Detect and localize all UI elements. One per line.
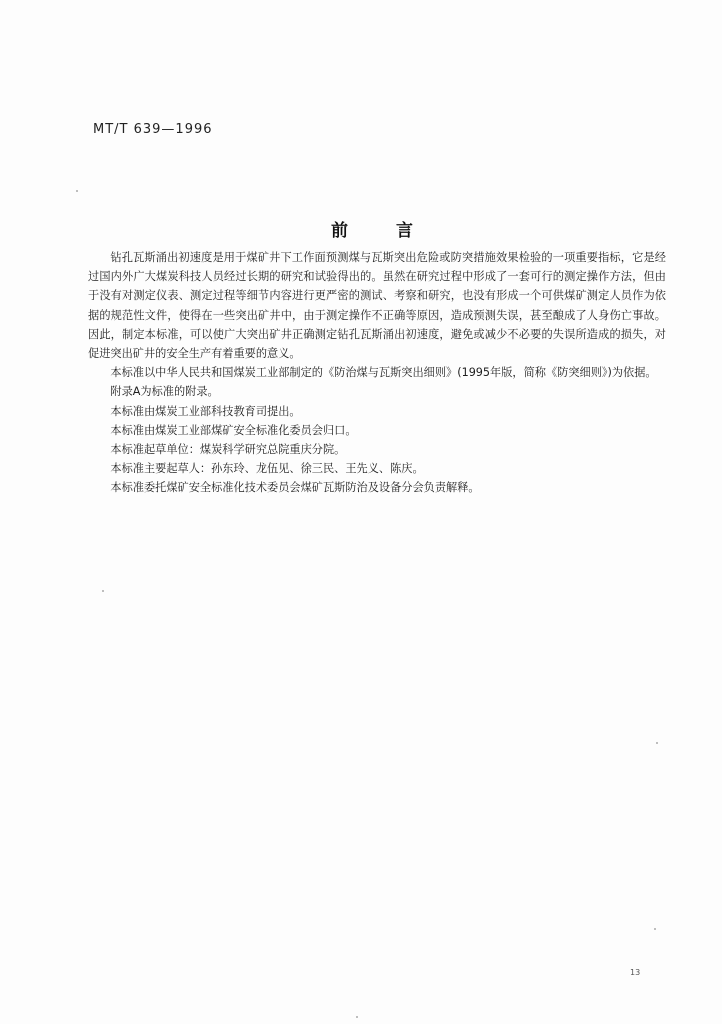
- scan-speck: [654, 928, 656, 930]
- title-char-1: 前: [331, 221, 348, 241]
- page-number: 13: [630, 968, 641, 977]
- paragraph-proposed-by: 本标准由煤炭工业部科技教育司提出。: [110, 404, 301, 418]
- body-text: [88, 248, 666, 498]
- scan-speck: [102, 590, 104, 592]
- paragraph-drafters: 本标准主要起草人：孙东玲、龙伍见、徐三民、王先义、陈庆。: [110, 462, 424, 476]
- title-char-2: 言: [396, 221, 413, 241]
- scan-speck: [356, 1016, 358, 1018]
- paragraph-intro: 钻孔瓦斯涌出初速度是用于煤矿井下工作面预测煤与瓦斯突出危险或防突措施效果检验的一项重要指标，它是经过国内外广大煤炭科技人员经过长期的研究和试验得出的。虽然在研究过程中形成了一套可行的测定操作方法，但由于没有对测定仪表、测定过程等细节内容进行更严密的测试、考察和研究，也没有形成一个可供煤矿测定人员作为依据的规范性文件，使得在一些突出矿井中，由于测定操作不正确等原因，造成预测失误，甚至酿成了人身伤亡事故。因此，制定本标准，可以使广大突出矿井正确测定钻孔瓦斯涌出初速度，避免或减少不必要的失误所造成的损失，对促进突出矿井的安全生产有着重要的意义。: [88, 251, 666, 361]
- standard-code: MT/T 639—1996: [93, 122, 213, 137]
- paragraph-drafting-unit: 本标准起草单位：煤炭科学研究总院重庆分院。: [110, 443, 346, 457]
- paragraph-basis: 本标准以中华人民共和国煤炭工业部制定的《防治煤与瓦斯突出细则》(1995年版，简称《防突细则》)为依据。: [110, 366, 657, 380]
- scan-speck: [76, 190, 78, 192]
- paragraph-appendix: 附录A为标准的附录。: [110, 385, 219, 399]
- paragraph-administered-by: 本标准由煤炭工业部煤矿安全标准化委员会归口。: [110, 423, 357, 437]
- section-title: [331, 216, 413, 241]
- paragraph-interpretation: 本标准委托煤矿安全标准化技术委员会煤矿瓦斯防治及设备分会负责解释。: [110, 481, 480, 495]
- scan-speck: [656, 742, 658, 744]
